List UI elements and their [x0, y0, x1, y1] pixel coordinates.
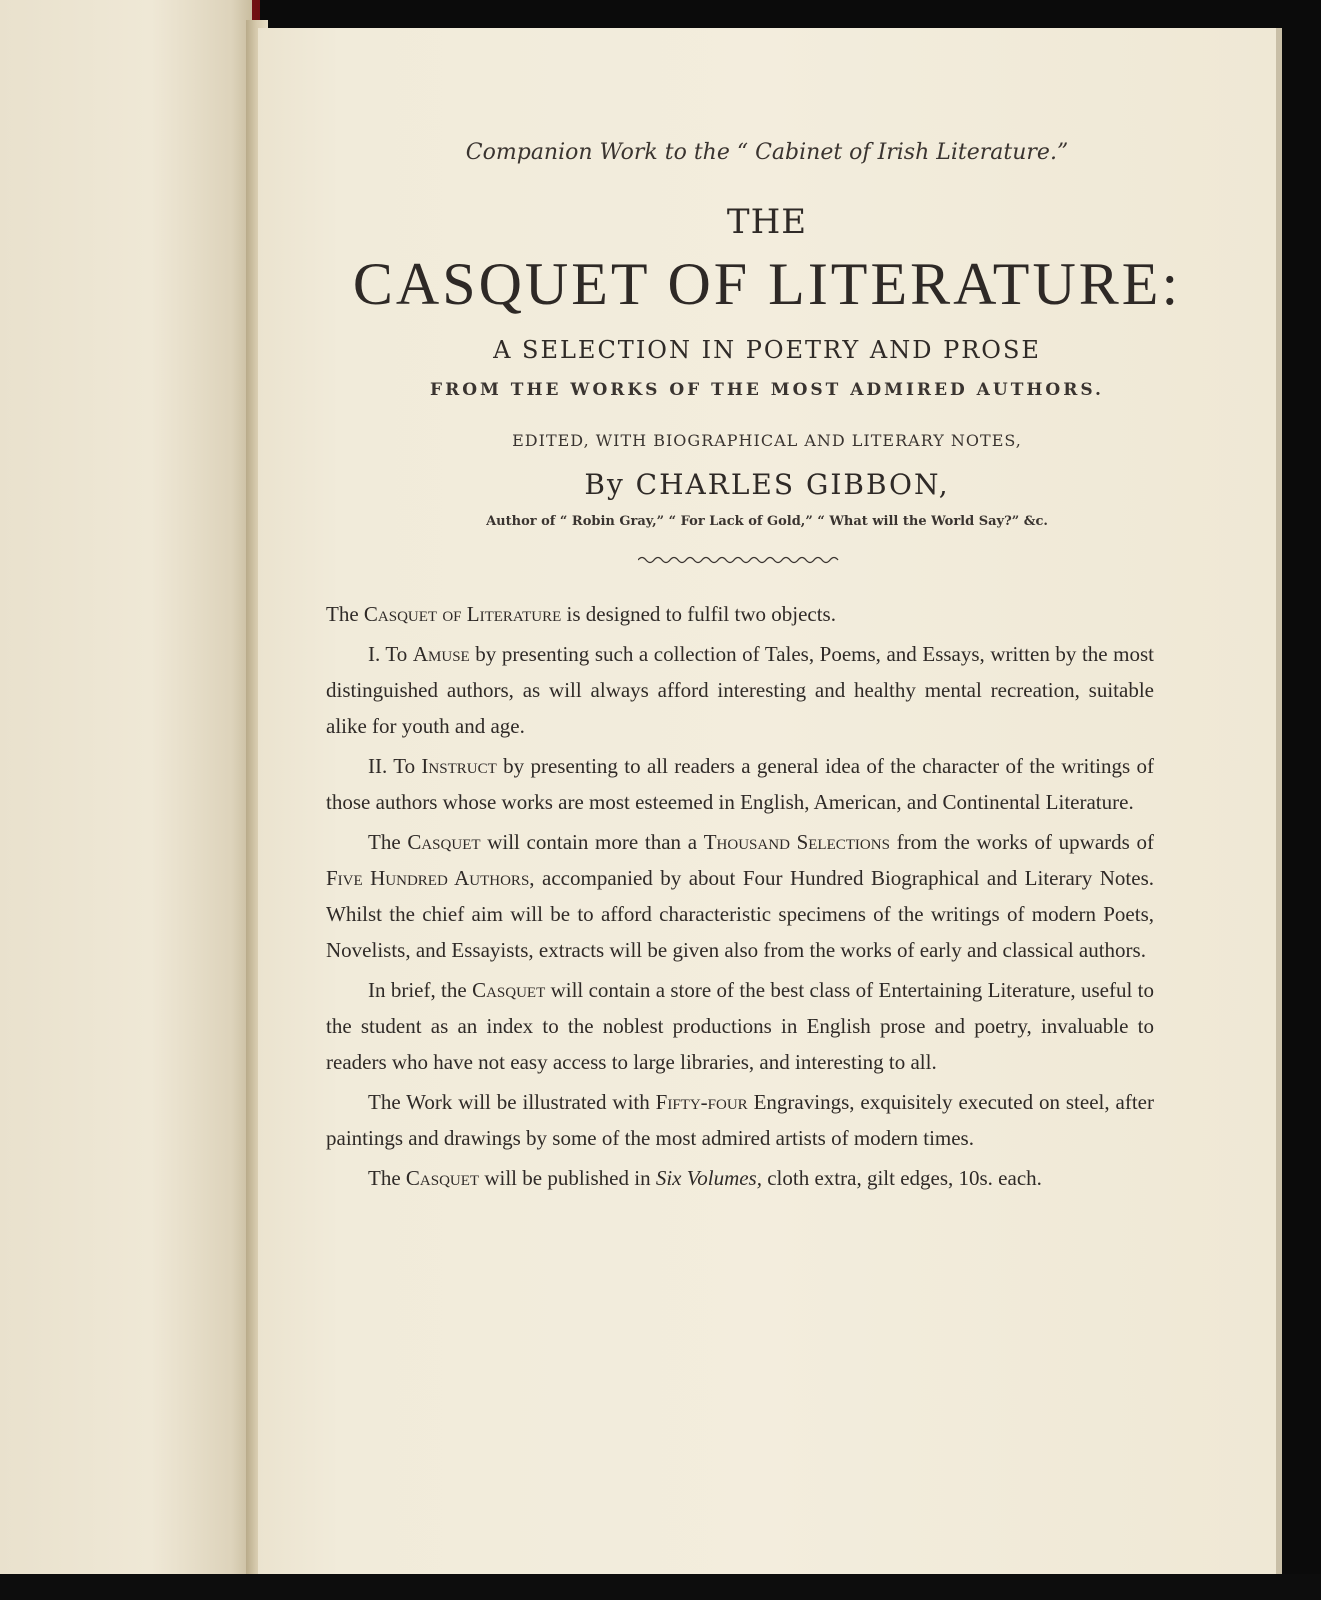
author-name: By CHARLES GIBBON,	[584, 468, 950, 501]
title-page	[258, 28, 1276, 1574]
left-blank-page	[0, 0, 252, 1600]
edited-line: EDITED, WITH BIOGRAPHICAL AND LITERARY NOTES,	[512, 431, 1022, 450]
paragraph-publication: The Casquet will be published in Six Volumes, cloth extra, gilt edges, 10s. each.	[368, 1166, 1042, 1190]
paragraph-amuse: I. To Amuse by presenting such a collection of Tales, Poems, and Essays, written by the most distinguished authors, as will always afford interesting and healthy mental recreation, suitable alike for youth and age.	[326, 642, 1155, 738]
main-title: CASQUET OF LITERATURE:	[352, 251, 1182, 317]
page-stack-edge	[1276, 28, 1282, 1574]
paragraph-intro: The Casquet of Literature is designed to fulfil two objects.	[326, 602, 836, 626]
subtitle-selection: A SELECTION IN POETRY AND PROSE	[493, 336, 1041, 364]
paragraph-contents: The Casquet will contain more than a Thousand Selections from the works of upwards of Five Hundred Authors, accompanied by about Four Hundred Biographical and Literary Notes. Whilst the chief aim will be to afford characteristic specimens of the writings of modern Poets, Novelists, and Essayists, extracts will be given also from the works of early and classical authors.	[326, 830, 1154, 962]
paragraph-instruct: II. To Instruct by presenting to all readers a general idea of the character of the writings of those authors whose works are most esteemed in English, American, and Continental Literature.	[326, 754, 1155, 814]
paragraph-brief: In brief, the Casquet will contain a store of the best class of Entertaining Literature, useful to the student as an index to the noblest productions in English prose and poetry, invaluable to readers who have not easy access to large libraries, and interesting to all.	[326, 978, 1154, 1074]
subtitle-works: FROM THE WORKS OF THE MOST ADMIRED AUTHORS.	[430, 380, 1104, 400]
description-body	[326, 596, 1154, 1200]
paragraph-illustrations: The Work will be illustrated with Fifty-four Engravings, exquisitely executed on steel, after paintings and drawings by some of the most admired artists of modern times.	[326, 1090, 1154, 1150]
author-works-line: Author of “ Robin Gray,” “ For Lack of Gold,” “ What will the World Say?” &c.	[486, 514, 1048, 529]
title-the: THE	[726, 202, 808, 242]
wavy-rule-ornament	[638, 554, 842, 566]
companion-line: Companion Work to the “ Cabinet of Irish Literature.”	[465, 140, 1069, 165]
background-shadow	[0, 1574, 1321, 1600]
